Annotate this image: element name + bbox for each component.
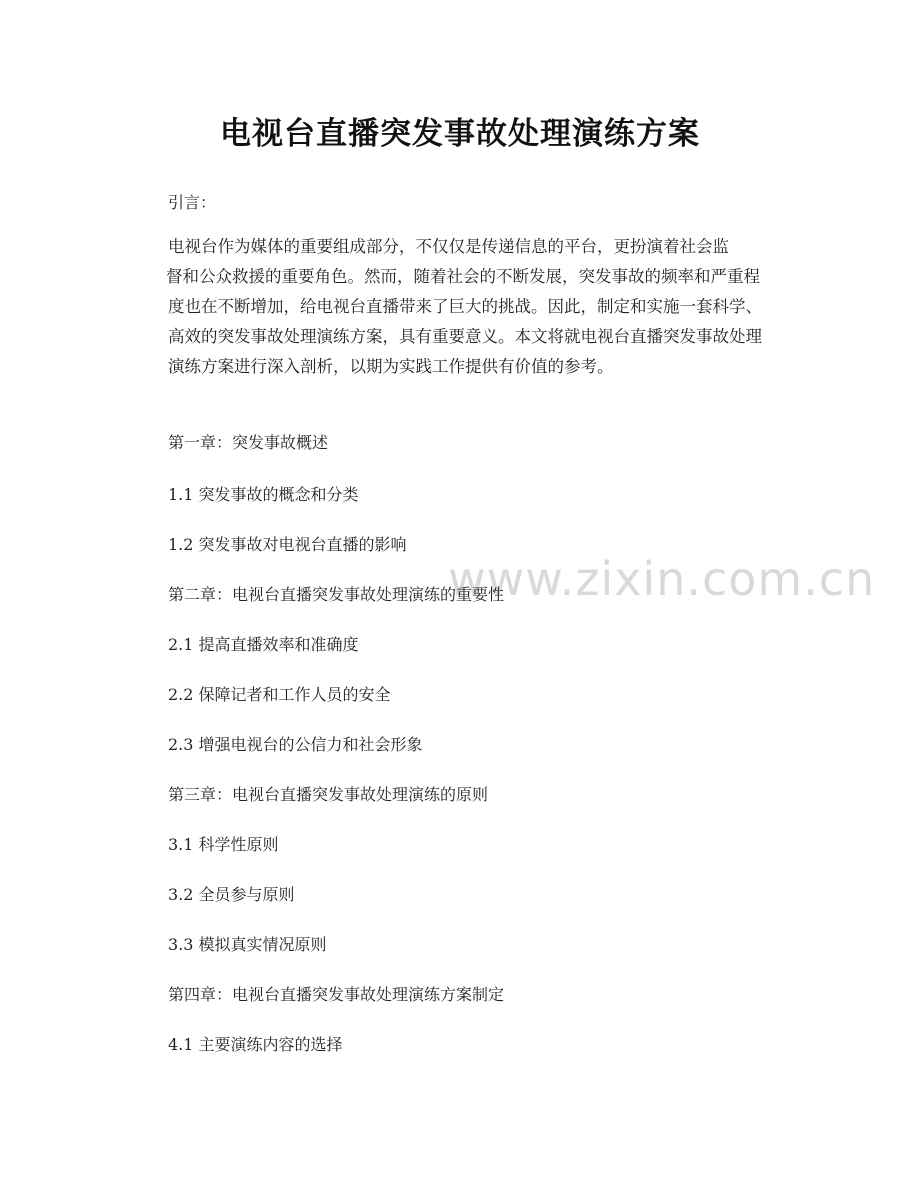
intro-line: 演练方案进行深入剖析，以期为实践工作提供有价值的参考。 bbox=[168, 357, 614, 376]
chapter-heading: 第二章：电视台直播突发事故处理演练的重要性 bbox=[168, 585, 505, 604]
chapter-heading: 第三章：电视台直播突发事故处理演练的原则 bbox=[168, 785, 489, 804]
section-heading: 2.3 增强电视台的公信力和社会形象 bbox=[168, 735, 423, 754]
intro-paragraph bbox=[168, 232, 788, 382]
chapter-heading: 第四章：电视台直播突发事故处理演练方案制定 bbox=[168, 985, 505, 1004]
chapter-heading: 第一章：突发事故概述 bbox=[168, 433, 329, 452]
section-heading: 1.2 突发事故对电视台直播的影响 bbox=[168, 535, 407, 554]
section-heading: 3.1 科学性原则 bbox=[168, 835, 279, 854]
watermark: www.zixin.com.cn bbox=[448, 552, 876, 606]
section-heading: 2.1 提高直播效率和准确度 bbox=[168, 635, 359, 654]
section-heading: 4.1 主要演练内容的选择 bbox=[168, 1035, 343, 1054]
section-heading: 1.1 突发事故的概念和分类 bbox=[168, 485, 359, 504]
section-heading: 2.2 保障记者和工作人员的安全 bbox=[168, 685, 391, 704]
intro-line: 电视台作为媒体的重要组成部分，不仅仅是传递信息的平台，更扮演着社会监 bbox=[168, 237, 729, 256]
intro-line: 高效的突发事故处理演练方案，具有重要意义。本文将就电视台直播突发事故处理 bbox=[168, 327, 762, 346]
intro-line: 度也在不断增加，给电视台直播带来了巨大的挑战。因此，制定和实施一套科学、 bbox=[168, 297, 762, 316]
intro-line: 督和公众救援的重要角色。然而，随着社会的不断发展，突发事故的频率和严重程 bbox=[166, 267, 760, 286]
section-heading: 3.2 全员参与原则 bbox=[168, 885, 295, 904]
section-heading: 3.3 模拟真实情况原则 bbox=[168, 935, 327, 954]
intro-label: 引言： bbox=[168, 193, 217, 212]
document-title: 电视台直播突发事故处理演练方案 bbox=[220, 116, 700, 152]
